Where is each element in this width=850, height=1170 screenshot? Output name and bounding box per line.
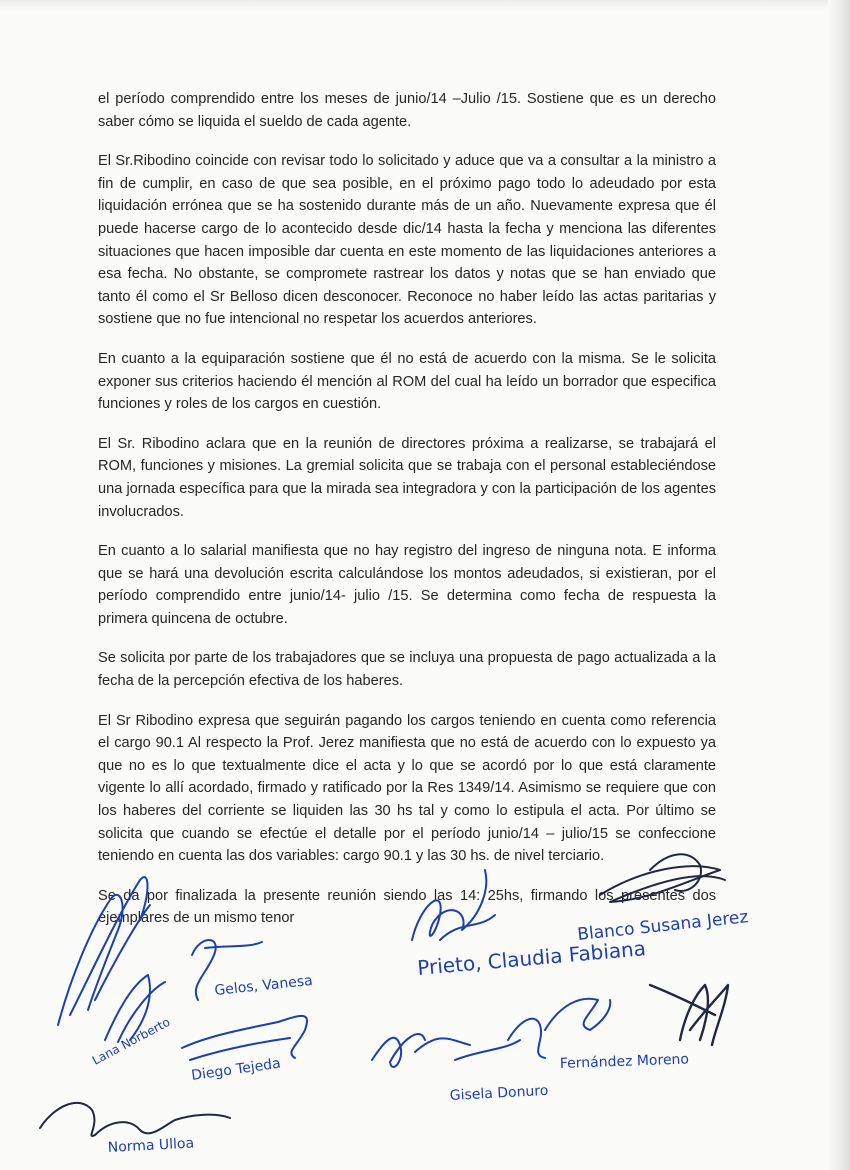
signature-ulloa: [40, 1103, 230, 1156]
paragraph-equiparacion: En cuanto a la equiparación sostiene que él no está de acuerdo con la misma. Se le solicita exponer sus criterios haciendo él mención al ROM del cual ha leído un borrador que especifica funciones y roles de los cargos en cuestión.: [98, 350, 716, 413]
signature-name-fernandez: Fernández Moreno: [559, 1051, 690, 1072]
signature-name-prieto: Prieto, Claudia Fabiana: [416, 936, 647, 980]
paragraph-propuesta-pago: Se solicita por parte de los trabajadores que se incluya una propuesta de pago actualizada a la fecha de la percepción efectiva de los haberes.: [98, 650, 716, 690]
signature-fernandez: [545, 999, 689, 1072]
signature-gisela: [449, 1019, 548, 1104]
paragraph-salarial: En cuanto a lo salarial manifiesta que no hay registro del ingreso de ninguna nota. E informa que se hará una devolución escrita calculándose los montos adeudados, si existieran, por el período comprendido entre junio/14- julio /15. Se determina como fecha de respuesta la primera quincena de octubre.: [98, 543, 716, 627]
signature-name-ulloa: Norma Ulloa: [107, 1135, 195, 1156]
signature-jerez: [576, 854, 749, 945]
paragraph-cargo-90-1: El Sr Ribodino expresa que seguirán pagando los cargos teniendo en cuenta como referencia el cargo 90.1 Al respecto la Prof. Jerez manifiesta que no está de acuerdo con lo expuesto ya que no es lo que textualmente dice el acta y lo que se acordó por lo que está claramente vigente lo allí acordado, firmado y ratificado por la Res 1349/14. Asimismo se requiere que con los haberes del corriente se liquiden las 30 hs tal y como lo estipula el acta. Por último se solicita que cuando se efectúe el detalle por el período junio/14 – julio/15 se confeccione teniendo en cuenta las dos variables: cargo 90.1 y las 30 hs. de nivel terciario.: [98, 712, 716, 865]
paragraph-closing: Se da por finalizada la presente reunión siendo las 14: 25hs, firmando los presentes dos ejemplares de un mismo tenor: [98, 887, 716, 927]
signature-tejeda: [182, 1016, 307, 1084]
signature-lana: [90, 975, 173, 1068]
signature-name-gisela: Gisela Donuro: [449, 1082, 549, 1104]
paragraph-rom: El Sr. Ribodino aclara que en la reunión de directores próxima a realizarse, se trabajará el ROM, funciones y misiones. La gremial solicita que se trabaja con el personal estableciéndose una jornada específica para que la mirada sea integradora y con la participación de los agentes involucrados.: [98, 435, 716, 520]
signature-scribble-left: [58, 877, 150, 1025]
signature-name-jerez: Blanco Susana Jerez: [576, 907, 750, 945]
signature-name-tejeda: Diego Tejeda: [190, 1055, 282, 1084]
signature-name-gelos: Gelos, Vanesa: [213, 972, 314, 999]
signature-gelos: [192, 940, 313, 1000]
signature-center-scribble: [372, 1034, 520, 1067]
signature-dark-right: [650, 985, 728, 1045]
signature-name-lana: Lana Norberto: [89, 1014, 173, 1068]
paragraph-period: el período comprendido entre los meses de junio/14 –Julio /15. Sostiene que es un derecho saber cómo se liquida el sueldo de cada agente.: [98, 91, 716, 130]
paragraph-ribodino-review: El Sr.Ribodino coincide con revisar todo lo solicitado y aduce que va a consultar a la ministro a fin de cumplir, en caso de que sea posible, en el próximo pago todo lo adeudado por esta liquidación errónea que se ha sostenido durante más de un año. Nuevamente expresa que él puede hacerse cargo de lo acontecido desde dic/14 hasta la fecha y menciona las diferentes situaciones que hacen imposible dar cuenta en este momento de las liquidaciones anteriores a esa fecha. No obstante, se compromete rastrear los datos y notas que se han enviado que tanto él como el Sr Belloso dicen desconocer. Reconoce no haber leído las actas paritarias y sostiene que no fue intencional no respetar los acuerdos anteriores.: [98, 153, 716, 328]
